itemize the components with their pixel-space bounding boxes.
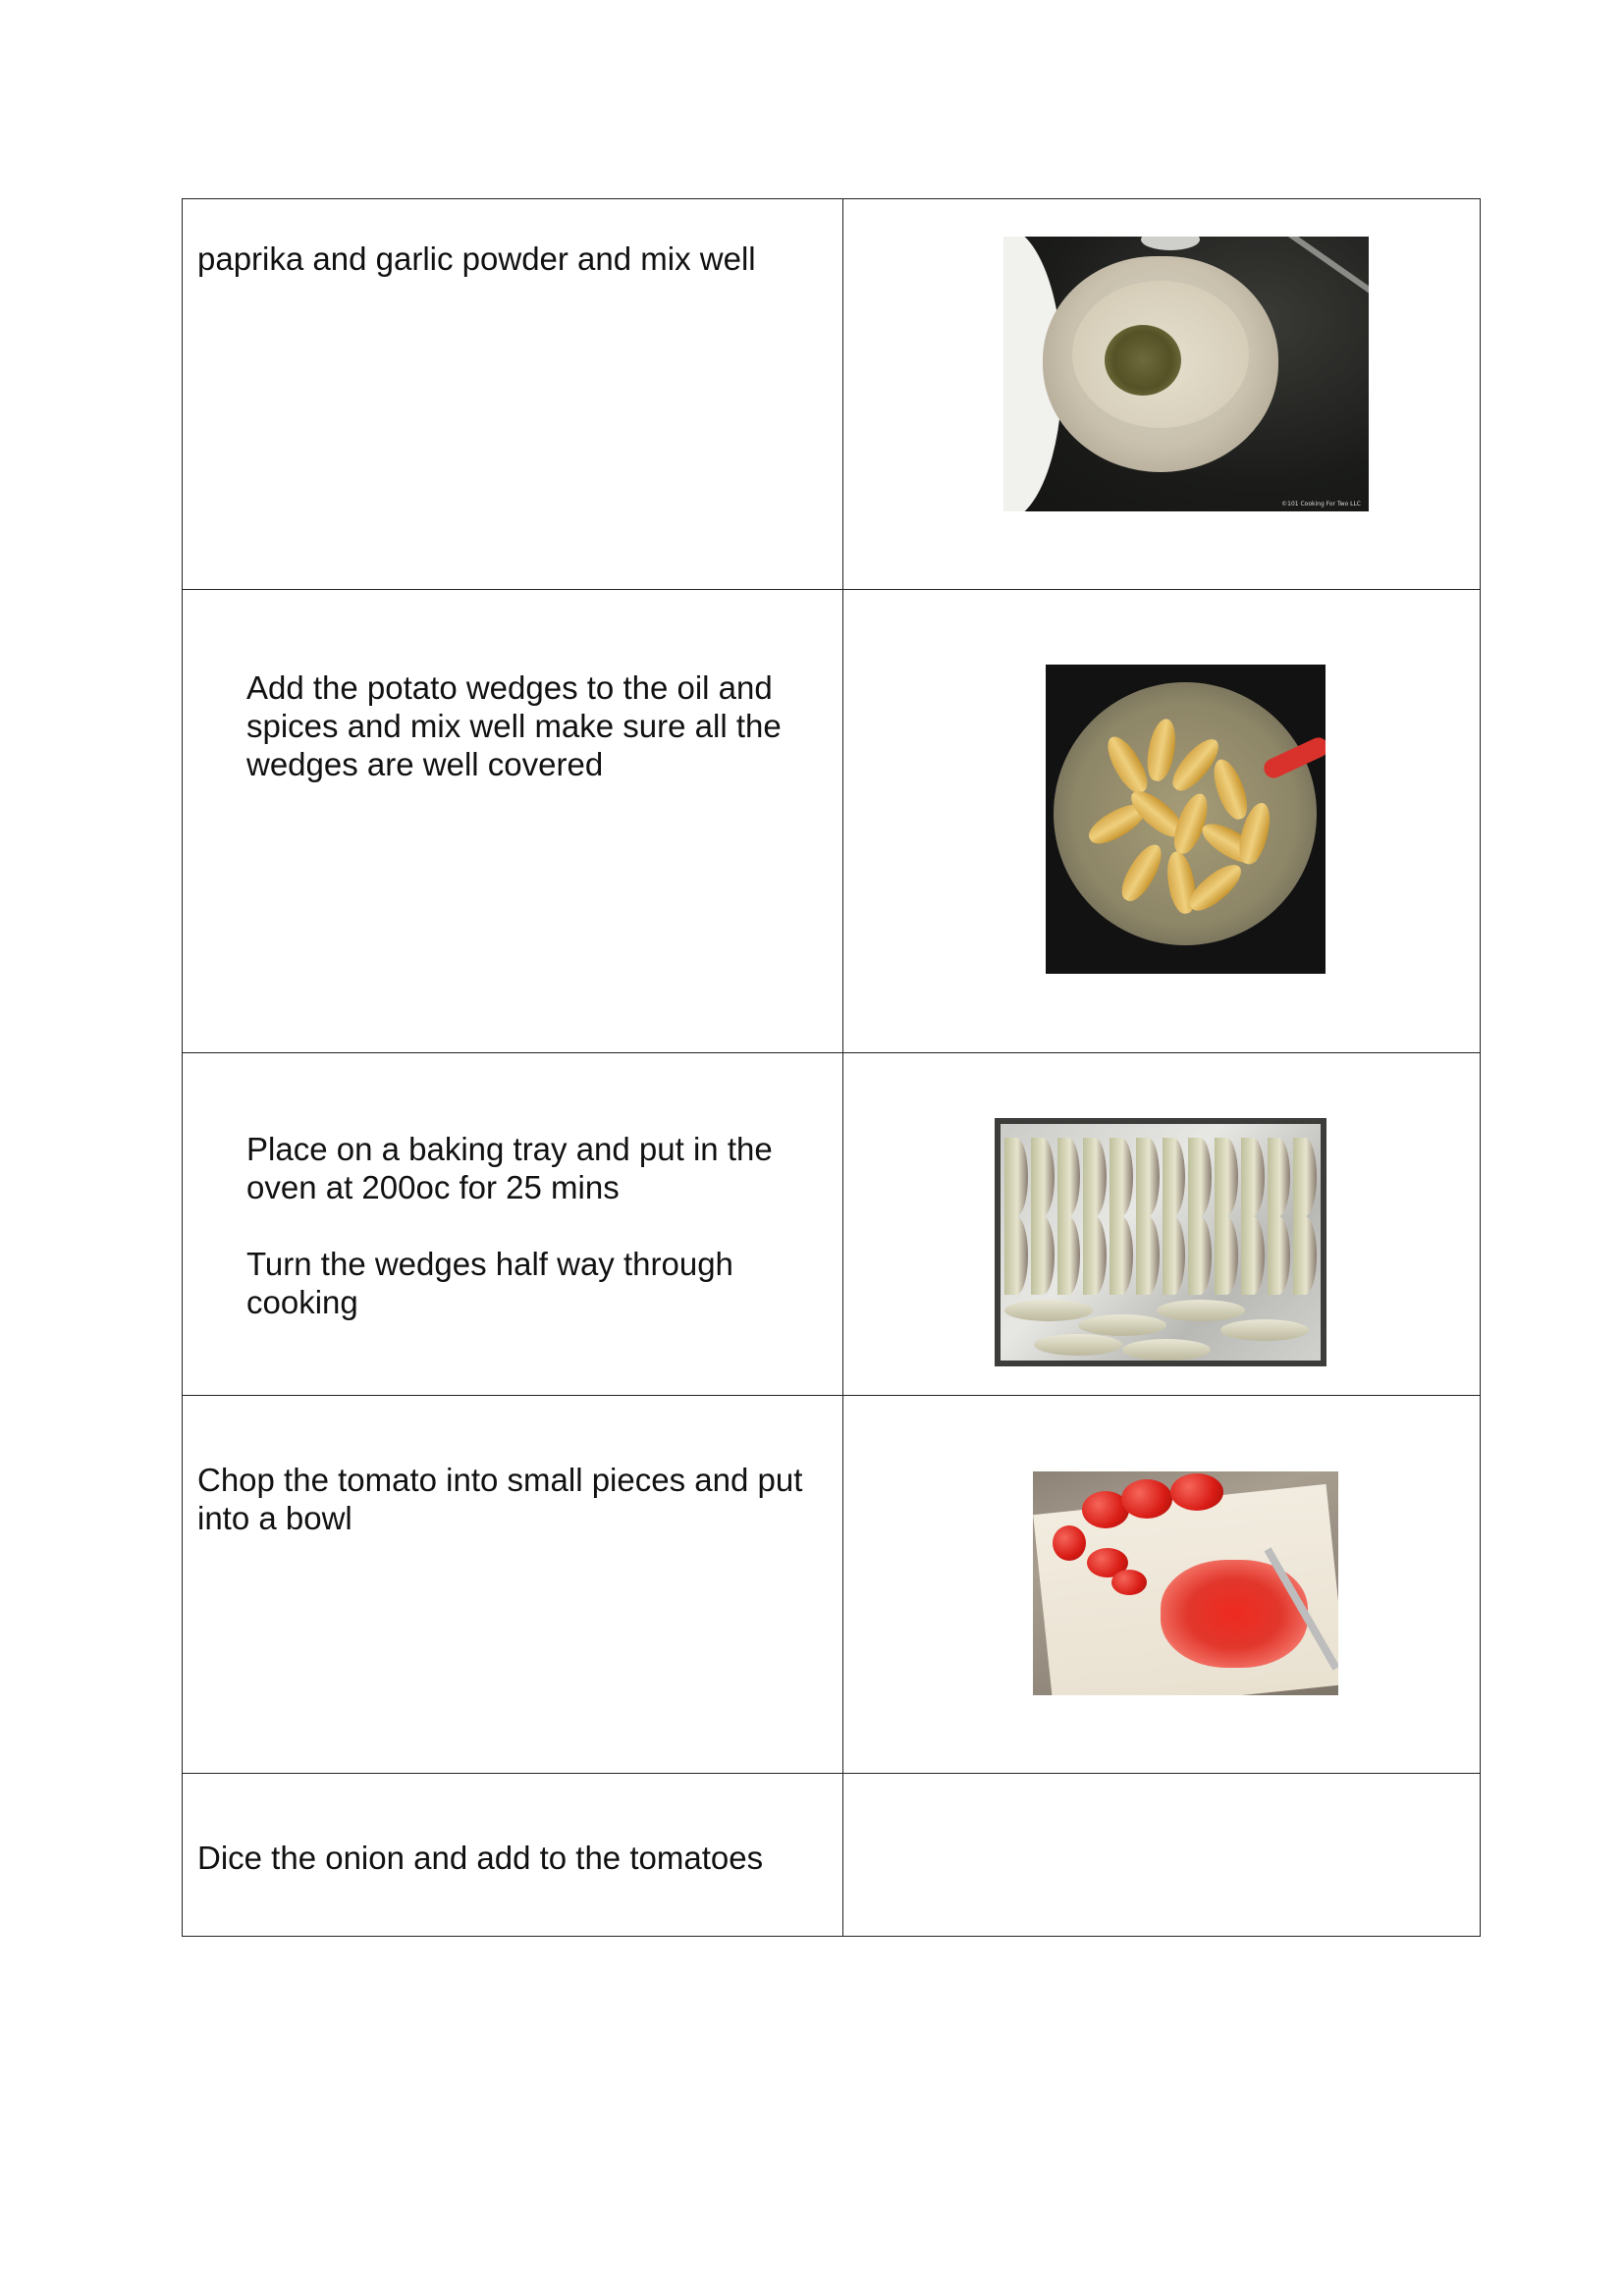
step-text: Chop the tomato into small pieces and put into a bowl (197, 1462, 803, 1536)
step-text: Add the potato wedges to the oil and spices and mix well make sure all the wedges are well covered (246, 669, 782, 782)
table-row (183, 199, 1481, 590)
potato-wedges-bowl-photo (1046, 665, 1326, 974)
step-image-cell (843, 590, 1481, 1053)
step-text-cell (183, 1396, 843, 1774)
step-text-cell (183, 590, 843, 1053)
step-text-cell (183, 1774, 843, 1937)
spices-in-bowl-photo (1003, 237, 1369, 511)
step-text: Dice the onion and add to the tomatoes (197, 1840, 764, 1876)
step-image-cell (843, 199, 1481, 590)
table-row (183, 590, 1481, 1053)
step-text-cell (183, 199, 843, 590)
step-image-cell (843, 1053, 1481, 1396)
step-image-cell (843, 1396, 1481, 1774)
table-row (183, 1396, 1481, 1774)
step-text-cell (183, 1053, 843, 1396)
table-row (183, 1774, 1481, 1937)
step-text: paprika and garlic powder and mix well (197, 240, 756, 277)
table-row (183, 1053, 1481, 1396)
photo-credit: ©101 Cooking For Two LLC (1281, 501, 1361, 507)
baking-tray-wedges-photo (995, 1118, 1326, 1366)
chopped-tomatoes-photo (1033, 1471, 1338, 1695)
recipe-steps-table (182, 198, 1481, 1937)
step-text: Turn the wedges half way through cooking (246, 1246, 733, 1320)
step-text: Place on a baking tray and put in the oven at 200oc for 25 mins (246, 1131, 773, 1205)
step-image-cell-empty (843, 1774, 1481, 1937)
